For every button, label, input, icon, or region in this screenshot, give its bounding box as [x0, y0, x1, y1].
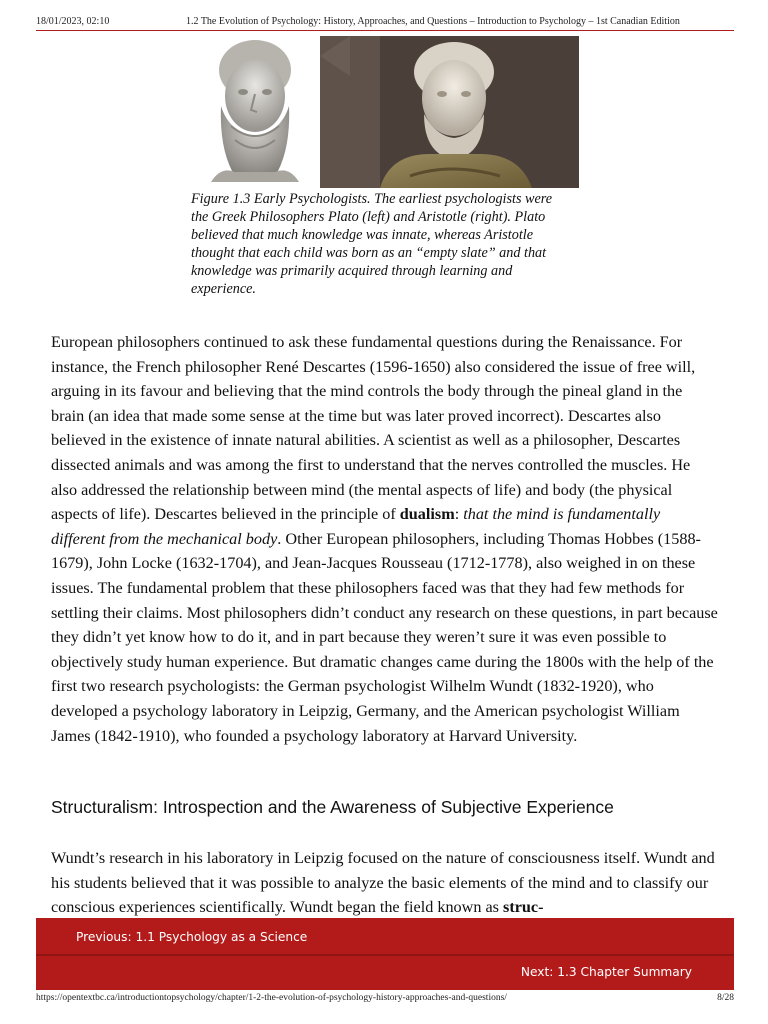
print-timestamp: 18/01/2023, 02:10: [36, 16, 110, 27]
structuralism-paragraph: [51, 846, 718, 920]
page-url: https://opentextbc.ca/introductiontopsychology/chapter/1-2-the-evolution-of-psychology-history-approaches-and-questions/: [36, 993, 507, 1003]
term-structuralism-fragment: struc-: [503, 898, 544, 917]
paragraph-descartes: [51, 330, 718, 748]
term-colon: :: [454, 505, 460, 524]
figure-images: [191, 36, 579, 188]
previous-chapter-link[interactable]: Previous: 1.1 Psychology as a Science: [76, 930, 308, 944]
print-footer: [36, 993, 734, 1005]
figure-caption: Figure 1.3 Early Psychologists. The earliest psychologists were the Greek Philosophers Plato (left) and Aristotle (right). Plato believed that much knowledge was innate, whereas Aristotle thought that each child was born as an “empty slate” and that knowledge was primarily acquired through learning and experience.: [191, 191, 553, 297]
plato-bust-drawing: [191, 36, 319, 188]
paragraph-part1: European philosophers continued to ask these fundamental questions during the Renaissance. For instance, the French philosopher René Descartes (1596-1650) also considered the issue of free will, arguing in its favour and believing that the mind controls the body through the pineal gland in the brain (an idea that made some sense at the time but was later proved incorrect). Descartes also believed in the existence of innate natural abilities. A scientist as well as a philosopher, Descartes dissected animals and was among the first to understand that the nerves controlled the muscles. He also addressed the relationship between mind (the mental aspects of life) and body (the physical aspects of life). Descartes believed in the principle of: [51, 333, 696, 524]
print-document-title: 1.2 The Evolution of Psychology: History, Approaches, and Questions – Introduction to Psychology – 1st Canadian Edition: [186, 16, 680, 27]
plato-bust-image: [191, 36, 319, 188]
section-heading-structuralism: Structuralism: Introspection and the Awareness of Subjective Experience: [51, 797, 614, 817]
page-number: 8/28: [717, 993, 734, 1003]
print-header: [36, 16, 734, 31]
paragraph-part2: . Other European philosophers, including Thomas Hobbes (1588-1679), John Locke (1632-1704), and Jean-Jacques Rousseau (1712-1778), also weighed in on these issues. The fundamental problem that these philosophers faced was that they had few methods for settling their claims. Most philosophers didn’t conduct any research on these questions, in part because they didn’t yet know how to do it, and in part because they weren’t sure it was even possible to objectively study human experience. But dramatic changes came during the 1800s with the help of the first two research psychologists: the German psychologist Wilhelm Wundt (1832-1920), who developed a psychology laboratory in Leipzig, Germany, and the American psychologist William James (1842-1910), who founded a psychology laboratory at Harvard University.: [51, 529, 718, 745]
main-paragraph: [51, 330, 718, 748]
nav-divider: [36, 954, 734, 956]
chapter-navigation: [36, 918, 734, 990]
dualism-definition: that the mind is fundamentally different from the mechanical body: [51, 505, 661, 548]
aristotle-bust-image: [320, 36, 579, 188]
term-dualism: dualism: [399, 505, 455, 524]
paragraph-wundt: [51, 846, 718, 920]
aristotle-bust-drawing: [320, 36, 579, 188]
figure-early-psychologists: [191, 36, 579, 298]
next-chapter-link[interactable]: Next: 1.3 Chapter Summary: [520, 965, 692, 979]
paragraph-wundt-text: Wundt’s research in his laboratory in Leipzig focused on the nature of consciousness itself. Wundt and his students believed that it was possible to analyze the basic elements of the mind and to classify our conscious experiences scientifically. Wundt began the field known as: [51, 849, 715, 917]
